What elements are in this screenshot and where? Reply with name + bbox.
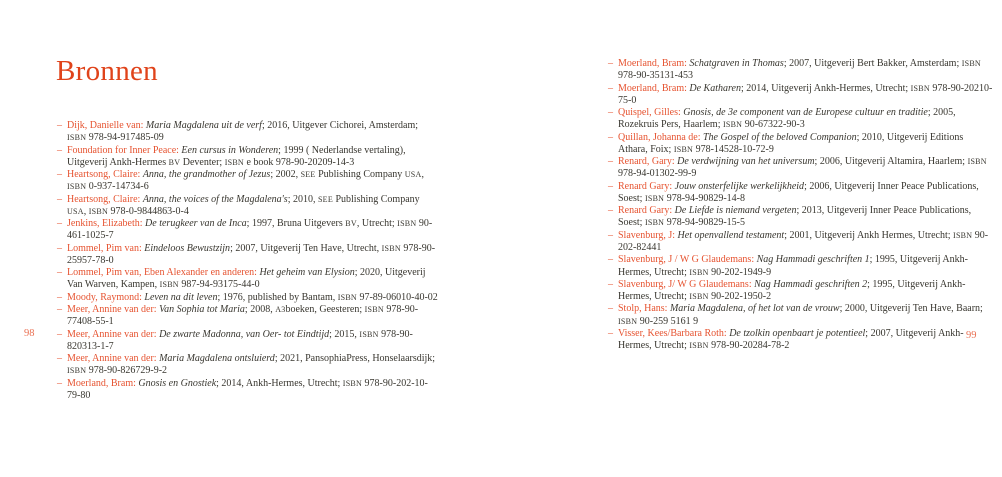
entry-author: Stolp, Hans: [618, 303, 670, 315]
entry-dash-marker: – [57, 377, 62, 389]
entry-dash-marker: – [57, 303, 62, 315]
entry-details: ; 1999 ( Nederlandse vertaling), Uitgeverij Ankh-Hermes BV Deventer; ISBN e book 978-90-20209-14-3 [67, 144, 406, 168]
bibliography-entry [57, 329, 439, 354]
entry-author: Moerland, Bram: [618, 58, 690, 69]
smallcaps-text: ISBN [337, 292, 357, 302]
smallcaps-text: ISBN [910, 83, 930, 93]
smallcaps-text: USA [67, 206, 84, 216]
entry-author: Lommel, Pim van, Eben Alexander en anderen: [67, 267, 260, 279]
entry-dash-marker: – [608, 82, 613, 94]
entry-dash-marker: – [57, 218, 62, 230]
entry-details: ; 2006, Uitgeverij Inner Peace Publications, Soest; ISBN 978-94-90829-14-8 [618, 180, 979, 204]
entry-dash-marker: – [57, 267, 62, 279]
entry-details: ; 1995, Uitgeverij Ankh-Hermes, Utrecht; ISBN 90-202-1950-2 [618, 278, 966, 303]
smallcaps-text: ISBN [689, 292, 709, 302]
entry-dash-marker: – [608, 327, 613, 339]
bibliography-entry [57, 267, 439, 292]
entry-details: ; 1976, published by Bantam, ISBN 97-89-06010-40-02 [217, 291, 438, 303]
bibliography-entry [608, 328, 994, 353]
entry-book-title: The Gospel of the beloved Companion [702, 131, 857, 143]
entry-author: Jenkins, Elizabeth: [67, 218, 146, 230]
entry-book-title: De Katharen [689, 82, 741, 94]
entry-dash-marker: – [608, 131, 613, 143]
bibliography-entry [608, 230, 994, 255]
entry-book-title: Anna, the grandmother of Jezus [142, 169, 271, 181]
smallcaps-text: ISBN [618, 316, 638, 326]
entry-author: Moerland, Bram: [618, 82, 690, 94]
entry-author: Renard, Gary: [618, 156, 678, 168]
entry-author: Slavenburg, J: [618, 229, 678, 241]
smallcaps-text: SEE [317, 194, 333, 204]
entry-dash-marker: – [57, 328, 62, 340]
entry-dash-marker: – [57, 169, 62, 181]
entry-book-title: De tzolkin openbaart je potentieel [729, 327, 866, 339]
bibliography-entry [608, 254, 994, 279]
entry-details: ; 2014, Ankh-Hermes, Utrecht; ISBN 978-90-202-10-79-80 [67, 377, 428, 401]
entry-book-title: Van Sophia tot Maria [159, 303, 245, 315]
entry-details: ; 1997, Bruna Uitgevers BV, Utrecht; ISBN 90-461-1025-7 [67, 218, 433, 242]
entry-book-title: Het openvallend testament [677, 229, 785, 241]
bibliography-entry [57, 194, 439, 219]
smallcaps-text: ISBN [961, 59, 981, 68]
entry-book-title: Anna, the voices of the Magdalena's [142, 193, 288, 205]
smallcaps-text: ISBN [88, 206, 108, 216]
smallcaps-text: ISBN [673, 144, 694, 154]
smallcaps-text: ISBN [689, 341, 709, 351]
entry-book-title: Gnosis en Gnostiek [138, 377, 217, 389]
bibliography-entry [608, 181, 994, 206]
entry-book-title: Nag Hammadi geschriften 2 [754, 278, 868, 290]
bibliography-entry [608, 83, 994, 108]
entry-book-title: De verdwijning van het universum [677, 156, 815, 168]
entry-details: ; 2020, Uitgeverij Van Warven, Kampen, ISBN 987-94-93175-44-0 [67, 267, 426, 291]
smallcaps-text: ISBN [224, 157, 244, 167]
bibliography-list-left [57, 120, 439, 402]
entry-book-title: Schatgraven in Thomas [689, 58, 784, 69]
bibliography-entry [57, 145, 439, 170]
entry-dash-marker: – [608, 58, 613, 69]
bibliography-entry [57, 304, 439, 329]
entry-author: Visser, Kees/Barbara Roth: [618, 327, 730, 339]
bibliography-entry [57, 378, 439, 403]
entry-book-title: Maria Magdalena, of het lot van de vrouw [669, 303, 840, 315]
smallcaps-text: ISBN [722, 120, 743, 130]
entry-details: ; 2005, Rozekruis Pers, Haarlem; ISBN 90-67322-90-3 [618, 107, 956, 131]
entry-book-title: Maria Magdalena ontsluierd [159, 353, 275, 365]
entry-details: ; 1995, Uitgeverij Ankh-Hermes, Utrecht; ISBN 90-202-1949-9 [618, 254, 968, 278]
smallcaps-text: ISBN [397, 219, 417, 229]
entry-book-title: Eindeloos Bewustzijn [144, 242, 231, 254]
entry-details: ; 2010, SEE Publishing Company USA, ISBN 978-0-9844863-0-4 [67, 193, 420, 217]
entry-details: ; 2016, Uitgever Cichorei, Amsterdam; ISBN 978-94-917485-09 [67, 120, 419, 144]
entry-author: Meer, Annine van der: [67, 303, 160, 315]
entry-book-title: Maria Magdalena uit de verf [145, 120, 262, 131]
entry-book-title: De zwarte Madonna, van Oer- tot Eindtijd [159, 328, 330, 340]
entry-book-title: Het geheim van Elysion [259, 267, 355, 279]
smallcaps-text: ISBN [67, 182, 87, 192]
entry-author: Slavenburg, J/ W G Glaudemans: [618, 278, 755, 290]
bibliography-entry [608, 107, 994, 132]
smallcaps-text: ISBN [381, 243, 401, 253]
bibliography-list-right [608, 58, 994, 352]
page-number-right: 99 [966, 330, 977, 341]
entry-book-title: Nag Hammadi geschriften 1 [756, 254, 870, 266]
bibliography-entry [608, 156, 994, 181]
entry-dash-marker: – [57, 144, 62, 156]
entry-author: Heartsong, Claire: [67, 193, 143, 205]
entry-details: ; 2015, ISBN 978-90-820313-1-7 [67, 328, 413, 352]
entry-details: ; 2021, PansophiaPress, Honselaarsdijk; ISBN 978-90-826729-9-2 [67, 353, 436, 377]
entry-details: ; 2008, A3boeken, Geesteren; ISBN 978-90-77408-55-1 [67, 303, 419, 328]
smallcaps-text: ISBN [689, 267, 709, 277]
entry-author: Renard Gary: [618, 180, 675, 192]
entry-author: Foundation for Inner Peace: [67, 144, 182, 156]
smallcaps-text: ISBN [644, 193, 665, 203]
entry-author: Renard Gary: [618, 205, 675, 217]
bibliography-entry [608, 58, 994, 83]
entry-dash-marker: – [57, 242, 62, 254]
smallcaps-text: A3 [275, 304, 286, 314]
entry-details: ; 2007, Uitgeverij Ankh-Hermes, Utrecht; ISBN 978-90-20284-78-2 [618, 327, 964, 352]
smallcaps-text: ISBN [342, 378, 363, 388]
page-number-left: 98 [24, 328, 35, 339]
smallcaps-text: ISBN [67, 366, 87, 376]
entry-author: Meer, Annine van der: [67, 328, 160, 340]
entry-dash-marker: – [57, 291, 62, 303]
entry-details: ; 2007, Uitgeverij Bert Bakker, Amsterdam; ISBN 978-90-35131-453 [618, 58, 981, 82]
bibliography-entry [57, 353, 439, 378]
smallcaps-text: ISBN [644, 218, 665, 228]
entry-book-title: Een cursus in Wonderen [181, 144, 279, 156]
entry-details: ; 2007, Uitgeverij Ten Have, Utrecht, ISBN 978-90-25957-78-0 [67, 242, 436, 266]
entry-dash-marker: – [608, 254, 613, 266]
entry-book-title: Gnosis, de 3e component van de Europese cultuur en traditie [683, 107, 928, 119]
entry-book-title: De Liefde is niemand vergeten [674, 205, 797, 217]
smallcaps-text: ISBN [159, 280, 179, 290]
entry-dash-marker: – [57, 193, 62, 205]
entry-details: ; 2010, Uitgeverij Editions Athara, Foix; ISBN 978-14528-10-72-9 [618, 131, 964, 155]
entry-dash-marker: – [608, 107, 613, 119]
entry-details: ; 2013, Uitgeverij Inner Peace Publications, Soest; ISBN 978-94-90829-15-5 [618, 205, 972, 229]
entry-details: ; 2001, Uitgeverij Ankh Hermes, Utrecht; ISBN 90-202-82441 [618, 229, 989, 253]
bibliography-entry [608, 279, 994, 304]
smallcaps-text: ISBN [967, 157, 987, 167]
entry-author: Slavenburg, J / W G Glaudemans: [618, 254, 757, 266]
smallcaps-text: ISBN [364, 304, 384, 314]
entry-author: Quispel, Gilles: [618, 107, 684, 119]
bibliography-entry [608, 132, 994, 157]
page-title: Bronnen [56, 55, 158, 87]
bibliography-entry [57, 120, 439, 145]
page-right [501, 0, 1002, 477]
smallcaps-text: ISBN [359, 329, 379, 339]
entry-details: ; 2014, Uitgeverij Ankh-Hermes, Utrecht; ISBN 978-90-20210-75-0 [618, 82, 993, 106]
entry-book-title: Leven na dit leven [144, 291, 218, 303]
entry-book-title: Jouw onsterfelijke werkelijkheid [674, 180, 805, 192]
bibliography-entry [57, 218, 439, 243]
smallcaps-text: ISBN [67, 133, 87, 143]
bibliography-entry [57, 292, 439, 304]
entry-dash-marker: – [608, 229, 613, 241]
entry-dash-marker: – [608, 156, 613, 168]
entry-book-title: De terugkeer van de Inca [145, 218, 247, 230]
smallcaps-text: USA [404, 170, 422, 180]
entry-dash-marker: – [608, 303, 613, 315]
entry-author: Heartsong, Claire: [67, 169, 143, 181]
bibliography-entry [608, 303, 994, 328]
entry-dash-marker: – [608, 278, 613, 290]
bibliography-entry [57, 243, 439, 268]
entry-dash-marker: – [608, 180, 613, 192]
entry-dash-marker: – [608, 205, 613, 217]
smallcaps-text: SEE [300, 170, 316, 180]
entry-author: Dijk, Danielle van: [67, 120, 146, 131]
smallcaps-text: BV [345, 219, 357, 229]
entry-details: ; 2002, SEE Publishing Company USA, ISBN 0-937-14734-6 [67, 169, 425, 193]
entry-author: Quillan, Johanna de: [618, 131, 703, 143]
smallcaps-text: BV [168, 157, 181, 167]
entry-dash-marker: – [57, 353, 62, 365]
entry-author: Moody, Raymond: [67, 291, 145, 303]
entry-details: ; 2006, Uitgeverij Altamira, Haarlem; ISBN 978-94-01302-99-9 [618, 156, 987, 180]
entry-author: Moerland, Bram: [67, 377, 139, 389]
entry-author: Lommel, Pim van: [67, 242, 145, 254]
entry-author: Meer, Annine van der: [67, 353, 160, 365]
smallcaps-text: ISBN [953, 230, 973, 240]
bibliography-entry [57, 169, 439, 194]
bibliography-entry [608, 205, 994, 230]
entry-details: ; 2000, Uitgeverij Ten Have, Baarn; ISBN 90-259 5161 9 [618, 303, 983, 327]
entry-dash-marker: – [57, 120, 62, 131]
